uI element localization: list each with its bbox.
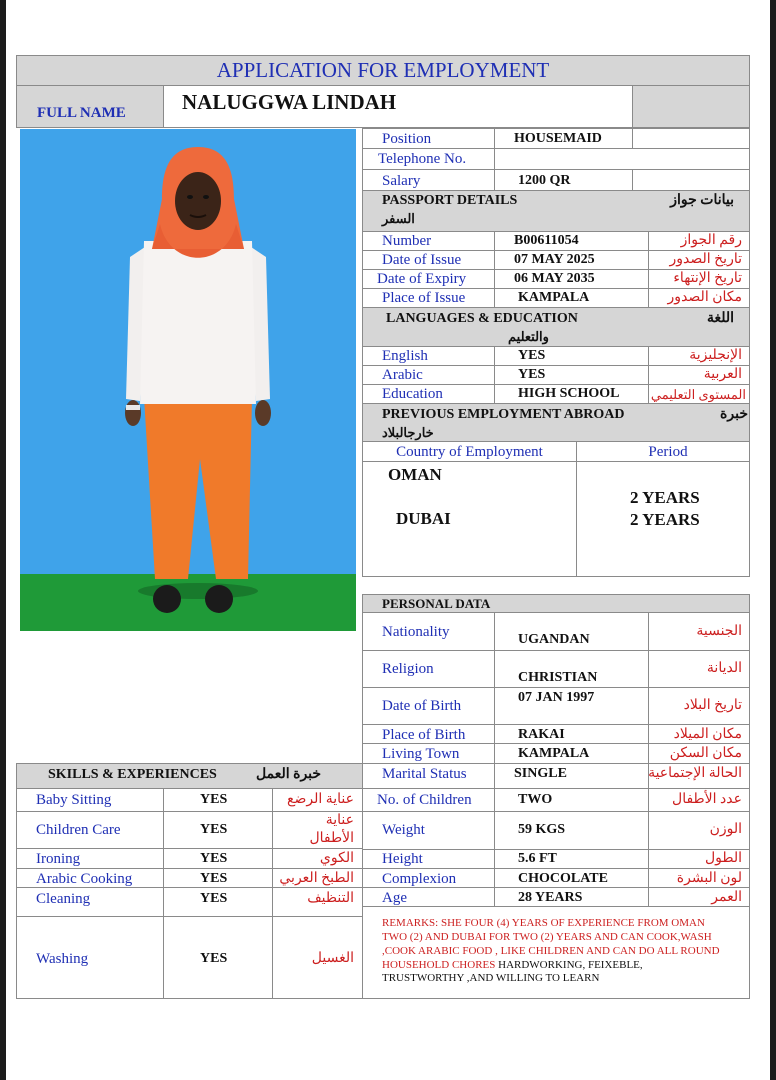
washing-label: Washing <box>36 951 89 967</box>
living-town-label: Living Town <box>382 746 460 762</box>
languages-heading: LANGUAGES & EDUCATION <box>386 311 578 326</box>
arabic-label: Arabic <box>382 367 423 383</box>
salary-label: Salary <box>382 173 421 189</box>
dob-label: Date of Birth <box>382 698 462 714</box>
expiry-date-label: Date of Expiry <box>377 271 467 287</box>
children-care-ar-2: الأطفال <box>309 831 354 846</box>
baby-sitting-value: YES <box>200 792 228 807</box>
religion-value: CHRISTIAN <box>518 670 598 685</box>
english-ar: الإنجليزية <box>689 348 742 363</box>
cleaning-label: Cleaning <box>36 891 91 907</box>
remarks-line-5: TRUSTWORTHY ,AND WILLING TO LEARN <box>382 972 600 984</box>
issue-date: 07 MAY 2025 <box>514 252 595 267</box>
children-care-value: YES <box>200 822 228 837</box>
ironing-label: Ironing <box>36 851 81 867</box>
weight-value: 59 KGS <box>518 822 566 837</box>
remarks-line-4b: HARDWORKING, FEIXEBLE, <box>498 959 643 971</box>
complexion-value: CHOCOLATE <box>518 871 608 886</box>
children-care-ar: عناية <box>325 813 354 828</box>
page-title: APPLICATION FOR EMPLOYMENT <box>216 58 550 82</box>
religion-ar: الديانة <box>706 661 742 676</box>
skills-heading-ar: خبرة العمل <box>256 767 322 782</box>
passport-heading-ar: بيانات جواز <box>670 193 734 208</box>
period-1: 2 YEARS <box>630 488 700 507</box>
education-ar: المستوى التعليمي <box>650 387 746 402</box>
height-value: 5.6 FT <box>518 851 557 866</box>
english-value: YES <box>518 348 546 363</box>
washing-value: YES <box>200 951 228 966</box>
english-label: English <box>382 348 428 364</box>
marital-value: SINGLE <box>514 766 567 781</box>
country-1: OMAN <box>388 465 442 484</box>
baby-sitting-label: Baby Sitting <box>36 792 112 808</box>
passport-number: B00611054 <box>514 233 579 248</box>
previous-heading-ar-2: خارجالبلاد <box>382 425 434 440</box>
cleaning-value: YES <box>200 891 228 906</box>
issue-date-ar: تاريخ الصدور <box>669 252 742 267</box>
education-value: HIGH SCHOOL <box>518 386 620 401</box>
children-value: TWO <box>518 792 553 807</box>
remarks-line-2: TWO (2) AND DUBAI FOR TWO (2) YEARS AND CAN COOK,WASH <box>382 931 712 943</box>
languages-heading-ar: اللغة <box>706 311 734 326</box>
expiry-date: 06 MAY 2035 <box>514 271 595 286</box>
passport-number-label: Number <box>382 233 432 249</box>
nationality-value: UGANDAN <box>518 632 590 647</box>
arabic-cooking-label: Arabic Cooking <box>36 871 133 887</box>
telephone-label: Telephone No. <box>378 151 467 167</box>
religion-label: Religion <box>382 661 434 677</box>
pob-label: Place of Birth <box>382 727 466 743</box>
remarks-line-1: REMARKS: SHE FOUR (4) YEARS OF EXPERIENCE FROM OMAN <box>382 917 705 929</box>
place-of-issue: KAMPALA <box>518 290 590 305</box>
living-town-value: KAMPALA <box>518 746 590 761</box>
height-ar: الطول <box>704 851 742 866</box>
issue-date-label: Date of Issue <box>382 252 462 268</box>
header-blank-cell <box>632 85 750 128</box>
position-value: HOUSEMAID <box>514 131 602 146</box>
pob-value: RAKAI <box>518 727 565 742</box>
marital-ar: الحالة الإجتماعية <box>648 766 742 781</box>
country-header: Country of Employment <box>396 444 543 460</box>
weight-ar: الوزن <box>709 822 742 837</box>
marital-label: Marital Status <box>382 766 467 782</box>
pob-ar: مكان الميلاد <box>673 727 742 742</box>
period-2: 2 YEARS <box>630 510 700 529</box>
age-label: Age <box>382 890 407 906</box>
ironing-ar: الكوي <box>319 851 354 866</box>
weight-label: Weight <box>382 822 425 838</box>
living-town-ar: مكان السكن <box>669 746 742 761</box>
applicant-photo <box>20 129 356 631</box>
nationality-ar: الجنسية <box>696 624 742 639</box>
full-name-label: FULL NAME <box>37 105 126 121</box>
period-header: Period <box>648 444 688 460</box>
personal-heading: PERSONAL DATA <box>382 596 491 611</box>
place-of-issue-label: Place of Issue <box>382 290 466 306</box>
application-form <box>6 0 770 1080</box>
remarks-line-4a: HOUSEHOLD CHORES <box>382 959 499 971</box>
expiry-date-ar: تاريخ الإنتهاء <box>673 271 742 286</box>
dob-value: 07 JAN 1997 <box>518 690 595 705</box>
children-care-label: Children Care <box>36 822 121 838</box>
place-of-issue-ar: مكان الصدور <box>667 290 742 305</box>
passport-heading-ar-2: السفر <box>382 211 415 226</box>
children-ar: عدد الأطفال <box>672 792 742 807</box>
age-ar: العمر <box>711 890 742 905</box>
arabic-value: YES <box>518 367 546 382</box>
ironing-value: YES <box>200 851 228 866</box>
previous-heading: PREVIOUS EMPLOYMENT ABROAD <box>382 407 625 422</box>
skills-heading: SKILLS & EXPERIENCES <box>48 767 217 782</box>
country-2: DUBAI <box>396 509 451 528</box>
arabic-cooking-ar: الطبخ العربي <box>279 871 354 886</box>
age-value: 28 YEARS <box>518 890 583 905</box>
cleaning-ar: التنظيف <box>307 891 354 906</box>
languages-heading-ar-2: والتعليم <box>508 329 549 344</box>
salary-value: 1200 QR <box>518 173 571 188</box>
full-name-value: NALUGGWA LINDAH <box>182 90 397 114</box>
education-label: Education <box>382 386 443 402</box>
telephone-field <box>494 148 750 170</box>
complexion-ar: لون البشرة <box>676 871 742 886</box>
applicant-figure <box>20 129 356 631</box>
previous-heading-ar: خبرة <box>720 407 748 422</box>
passport-number-ar: رقم الجواز <box>680 233 742 248</box>
remarks-line-4 <box>382 960 643 971</box>
passport-heading: PASSPORT DETAILS <box>382 193 518 208</box>
washing-ar: الغسيل <box>311 951 354 966</box>
complexion-label: Complexion <box>382 871 457 887</box>
arabic-cooking-value: YES <box>200 871 228 886</box>
nationality-label: Nationality <box>382 624 450 640</box>
position-label: Position <box>382 131 432 147</box>
children-label: No. of Children <box>377 792 472 808</box>
dob-ar: تاريخ البلاد <box>683 698 742 713</box>
arabic-ar: العربية <box>703 367 742 382</box>
baby-sitting-ar: عناية الرضع <box>287 792 354 807</box>
height-label: Height <box>382 851 423 867</box>
remarks-line-3: ,COOK ARABIC FOOD , LIKE CHILDREN AND CAN DO ALL ROUND <box>382 945 720 957</box>
